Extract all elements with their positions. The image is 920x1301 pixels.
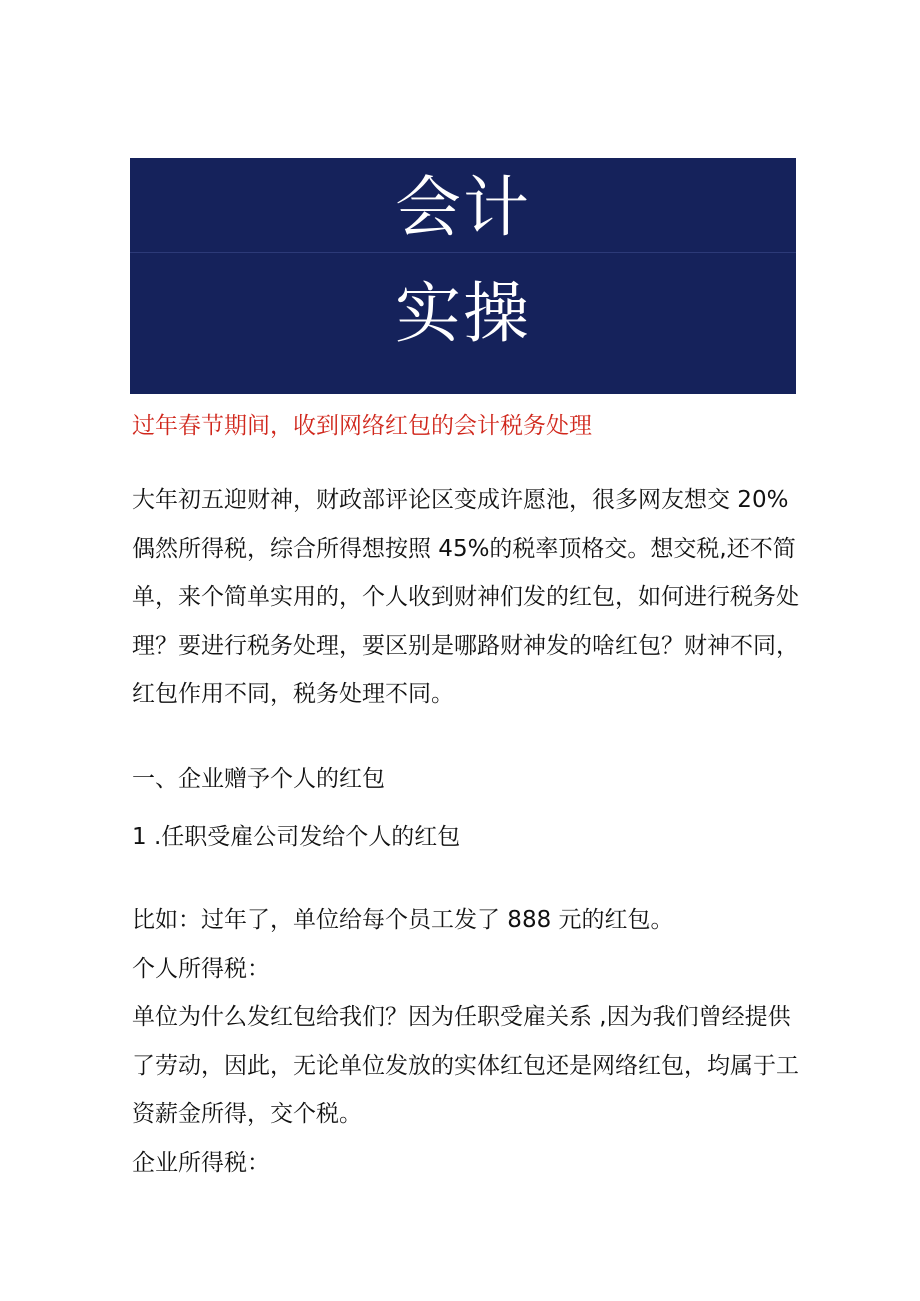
intro-line: 红包作用不同，税务处理不同。 (132, 681, 454, 707)
example-paragraph (132, 896, 822, 1187)
example-line: 资薪金所得，交个税。 (132, 1101, 362, 1127)
banner-title-line-2: 实操 (395, 275, 531, 352)
example-line: 单位为什么发红包给我们？因为任职受雇关系 ,因为我们曾经提供 (132, 1004, 791, 1030)
intro-line: 单，来个简单实用的，个人收到财神们发的红包，如何进行税务处 (132, 584, 799, 610)
section-heading: 一、企业赠予个人的红包 (132, 766, 385, 792)
example-line: 企业所得税： (132, 1149, 270, 1176)
example-line: 个人所得税： (132, 955, 270, 982)
intro-paragraph (132, 476, 822, 719)
intro-line: 理？要进行税务处理，要区别是哪路财神发的啥红包？财神不同， (132, 632, 799, 659)
article-subtitle: 过年春节期间，收到网络红包的会计税务处理 (132, 413, 592, 439)
title-banner (130, 158, 796, 394)
intro-line: 大年初五迎财神，财政部评论区变成许愿池，很多网友想交 20% (132, 487, 789, 513)
banner-divider (130, 252, 796, 253)
subsection-heading: 1 .任职受雇公司发给个人的红包 (132, 824, 461, 850)
example-line: 比如：过年了，单位给每个员工发了 888 元的红包。 (132, 907, 674, 933)
banner-title-line-1: 会计 (395, 169, 531, 246)
example-line: 了劳动，因此，无论单位发放的实体红包还是网络红包，均属于工 (132, 1052, 799, 1079)
intro-line: 偶然所得税，综合所得想按照 45%的税率顶格交。想交税,还不简 (132, 535, 796, 562)
